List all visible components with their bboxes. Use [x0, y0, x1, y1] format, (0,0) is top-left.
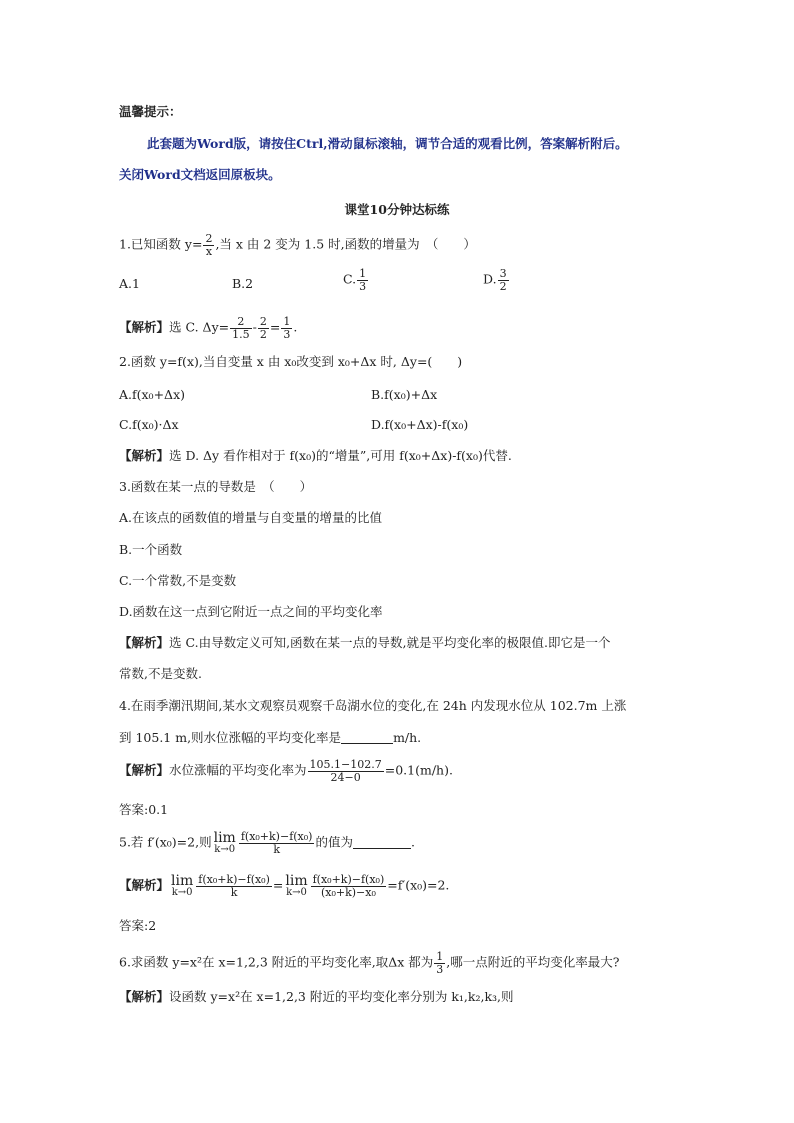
q5-stem-end: . [410, 834, 415, 850]
q3-analysis-line-1 [119, 634, 611, 652]
q6-stem-den: 3 [436, 962, 444, 976]
q4-analysis-fraction [308, 759, 384, 783]
q1-analysis-f2-den: 2 [259, 327, 267, 341]
q5-analysis-num-2: f(x₀+k)−f(x₀) [312, 873, 385, 886]
q5-stem-limit [214, 831, 236, 855]
q4-stem-post: m/h. [393, 730, 422, 745]
q5-answer-blank[interactable] [353, 836, 411, 849]
q4-analysis [119, 759, 453, 783]
q5-analysis-post: =f′(x₀)=2. [387, 877, 450, 893]
q1-option-c-den: 3 [359, 279, 367, 293]
q5-analysis-frac-1 [196, 874, 272, 898]
q5-analysis-limit-1 [171, 874, 193, 898]
q3-analysis-text-1: 选 C.由导数定义可知,函数在某一点的导数,就是平均变化率的极限值.即它是一个 [169, 635, 611, 650]
q6-analysis [119, 988, 514, 1006]
q5-analysis [119, 874, 449, 898]
q4-analysis-den: 24−0 [330, 770, 361, 784]
q1-analysis-f3-den: 3 [283, 327, 291, 341]
q1-analysis-frac-1 [230, 316, 252, 340]
q1-analysis-frac-3 [281, 316, 292, 340]
q5-answer: 答案:2 [119, 918, 157, 933]
q1-stem-post: ,当 x 由 2 变为 1.5 时,函数的增量为 （ ） [215, 236, 476, 252]
q2-stem: 2.函数 y=f(x),当自变量 x 由 x₀改变到 x₀+Δx 时, Δy=( ) [119, 354, 463, 369]
q5-analysis-lim-sub-2: k→0 [286, 887, 307, 899]
q2-analysis [119, 447, 512, 465]
q5-stem-pre: 5.若 f′(x₀)=2,则 [119, 834, 212, 850]
q2-analysis-label: 【解析】 [119, 448, 170, 463]
q4-analysis-pre: 水位涨幅的平均变化率为 [169, 762, 307, 778]
q4-stem-pre: 到 105.1 m,则水位涨幅的平均变化率是 [119, 730, 342, 745]
q5-analysis-lim-word-2: lim [285, 873, 308, 890]
q1-analysis-f2-num: 2 [259, 315, 267, 328]
q4-stem-line-2 [119, 729, 421, 747]
q6-analysis-label: 【解析】 [119, 989, 170, 1004]
q1-stem-frac-den: x [205, 244, 213, 258]
q5-stem [119, 831, 415, 855]
q4-answer-blank[interactable] [341, 731, 393, 744]
q4-analysis-num: 105.1−102.7 [309, 758, 382, 771]
q4-analysis-label: 【解析】 [119, 762, 170, 778]
q1-analysis-f3-num: 1 [283, 315, 291, 328]
q5-analysis-label: 【解析】 [119, 877, 170, 893]
q3-option-c: C.一个常数,不是变数 [119, 573, 237, 588]
q5-stem-lim-word: lim [213, 830, 236, 847]
q6-stem-pre: 6.求函数 y=x²在 x=1,2,3 附近的平均变化率,取Δx 都为 [119, 954, 434, 970]
q5-analysis-limit-2 [285, 874, 307, 898]
q2-option-c: C.f(x₀)·Δx [119, 417, 179, 432]
q1-option-b: B.2 [232, 276, 254, 291]
q1-option-c-fraction [357, 268, 368, 292]
q5-analysis-den-1: k [230, 885, 238, 899]
q3-option-a: A.在该点的函数值的增量与自变量的增量的比值 [119, 510, 383, 525]
q3-analysis-label: 【解析】 [119, 635, 170, 650]
tip-line-1: 此套题为Word版，请按住Ctrl,滑动鼠标滚轴，调节合适的观看比例，答案解析附后。 [147, 136, 628, 151]
q1-analysis-equals: = [269, 319, 281, 335]
q1-analysis [119, 316, 297, 340]
q5-stem-post: 的值为 [315, 834, 353, 850]
q3-stem: 3.函数在某一点的导数是 （ ） [119, 479, 313, 494]
q3-analysis-line-2: 常数,不是变数. [119, 666, 202, 681]
q5-stem-lim-sub: k→0 [214, 844, 236, 856]
q4-answer: 答案:0.1 [119, 802, 169, 817]
q1-option-d-num: 3 [499, 267, 507, 280]
q5-analysis-lim-word-1: lim [171, 873, 194, 890]
q1-analysis-f1-num: 2 [230, 316, 252, 329]
q1-stem-fraction [203, 233, 214, 257]
q1-analysis-frac-2 [258, 316, 269, 340]
q1-analysis-end: . [293, 319, 298, 335]
q2-option-b: B.f(x₀)+Δx [371, 387, 438, 402]
q5-stem-den: k [273, 842, 280, 856]
q5-analysis-den-2: (x₀+k)−x₀ [320, 885, 376, 899]
q1-stem-pre: 1.已知函数 y= [119, 236, 203, 252]
q1-option-c-pre: C. [343, 271, 357, 287]
q5-analysis-frac-2 [311, 874, 387, 898]
q1-option-d-pre: D. [483, 271, 497, 287]
q3-option-d: D.函数在这一点到它附近一点之间的平均变化率 [119, 604, 383, 619]
q5-analysis-num-1: f(x₀+k)−f(x₀) [198, 873, 270, 886]
q1-option-d [483, 268, 510, 292]
q1-option-c [343, 268, 369, 292]
q1-option-c-num: 1 [359, 267, 367, 280]
q1-option-d-fraction [498, 268, 509, 292]
q3-option-b: B.一个函数 [119, 542, 183, 557]
q4-analysis-post: =0.1(m/h). [384, 762, 453, 778]
q1-option-a: A.1 [119, 276, 140, 291]
q1-analysis-label: 【解析】 [119, 319, 170, 335]
q6-stem-fraction [434, 951, 445, 975]
tip-label: 温馨提示： [119, 104, 182, 119]
q6-stem [119, 951, 619, 975]
q2-option-a: A.f(x₀+Δx) [119, 387, 185, 402]
q6-stem-post: ,哪一点附近的平均变化率最大? [446, 954, 620, 970]
tip-line-2: 关闭Word文档返回原板块。 [119, 167, 281, 182]
q1-stem-frac-num: 2 [205, 232, 213, 245]
q6-analysis-text: 设函数 y=x²在 x=1,2,3 附近的平均变化率分别为 k₁,k₂,k₃,则 [169, 989, 514, 1004]
q6-stem-num: 1 [436, 950, 444, 963]
q5-stem-num: f(x₀+k)−f(x₀) [240, 830, 313, 843]
q2-analysis-text: 选 D. Δy 看作相对于 f(x₀)的“增量”,可用 f(x₀+Δx)-f(x₀)代替. [169, 448, 512, 463]
q5-analysis-equals: = [272, 877, 284, 893]
q1-analysis-pre: 选 C. Δy= [169, 319, 230, 335]
q1-stem [119, 233, 476, 257]
q1-option-d-den: 2 [499, 279, 507, 293]
q5-analysis-lim-sub-1: k→0 [171, 887, 193, 899]
q4-stem-line-1: 4.在雨季潮汛期间,某水文观察员观察千岛湖水位的变化,在 24h 内发现水位从 102.7m 上涨 [119, 698, 627, 713]
section-title: 课堂10分钟达标练 [344, 202, 450, 217]
q1-analysis-minus: - [252, 319, 257, 335]
q1-analysis-f1-den: 1.5 [232, 327, 250, 341]
q5-stem-fraction [239, 831, 315, 855]
q2-option-d: D.f(x₀+Δx)-f(x₀) [371, 417, 469, 432]
